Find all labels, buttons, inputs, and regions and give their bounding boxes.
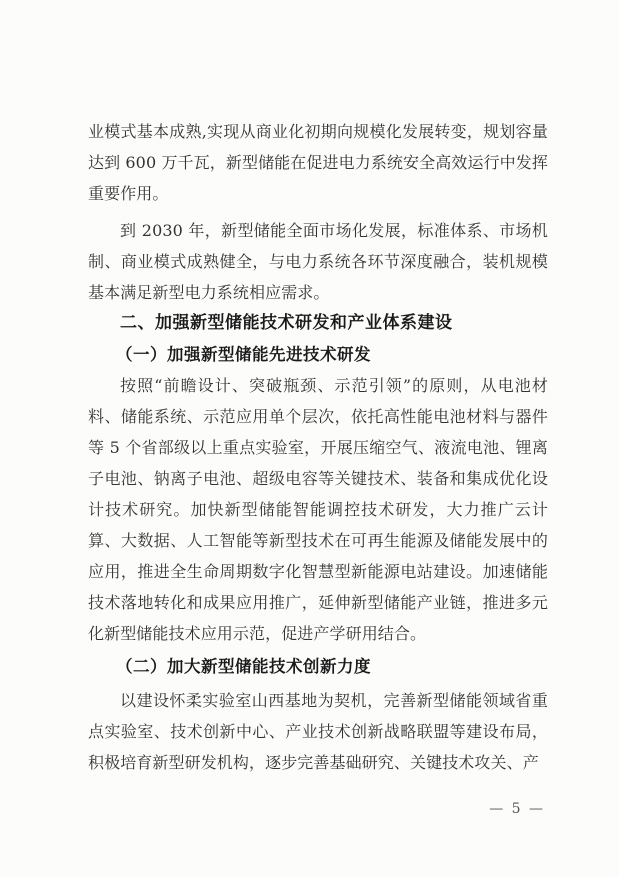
section-heading-2: 二、加强新型储能技术研发和产业体系建设 [120, 313, 453, 333]
body-paragraph-2030-goal: 到 2030 年，新型储能全面市场化发展，标准体系、市场机制、商业模式成熟健全，与电力系统各环节深度融合，装机规模基本满足新型电力系统相应需求。 [88, 221, 548, 302]
body-paragraph-continuation: 业模式基本成熟,实现从商业化初期向规模化发展转变，规划容量达到 600 万千瓦，新型储能在促进电力系统安全高效运行中发挥重要作用。 [88, 122, 548, 203]
subsection-heading-1: （一）加强新型储能先进技术研发 [116, 345, 371, 364]
document-body [88, 116, 548, 778]
subsection-heading-2: （二）加大新型储能技术创新力度 [116, 657, 371, 676]
page-number: — 5 — [489, 801, 545, 817]
body-paragraph-technology-rd: 按照“前瞻设计、突破瓶颈、示范引领”的原则，从电池材料、储能系统、示范应用单个层次，依托高性能电池材料与器件等 5 个省部级以上重点实验室，开展压缩空气、液流电池、锂离子电池、钠离子电池、超级电容等关键技术、装备和集成优化设计技术研究。加快新型储能智能调控技术研发，大力推广云计算、大数据、人工智能等新型技术在可再生能源及储能发展中的应用，推进全生命周期数字化智慧型新能源电站建设。加速储能技术落地转化和成果应用推广，延伸新型储能产业链，推进多元化新型储能技术应用示范，促进产学研用结合。 [88, 376, 548, 643]
body-paragraph-innovation: 以建设怀柔实验室山西基地为契机，完善新型储能领域省重点实验室、技术创新中心、产业技术创新战略联盟等建设布局，积极培育新型研发机构，逐步完善基础研究、关键技术攻关、产 [88, 691, 548, 772]
